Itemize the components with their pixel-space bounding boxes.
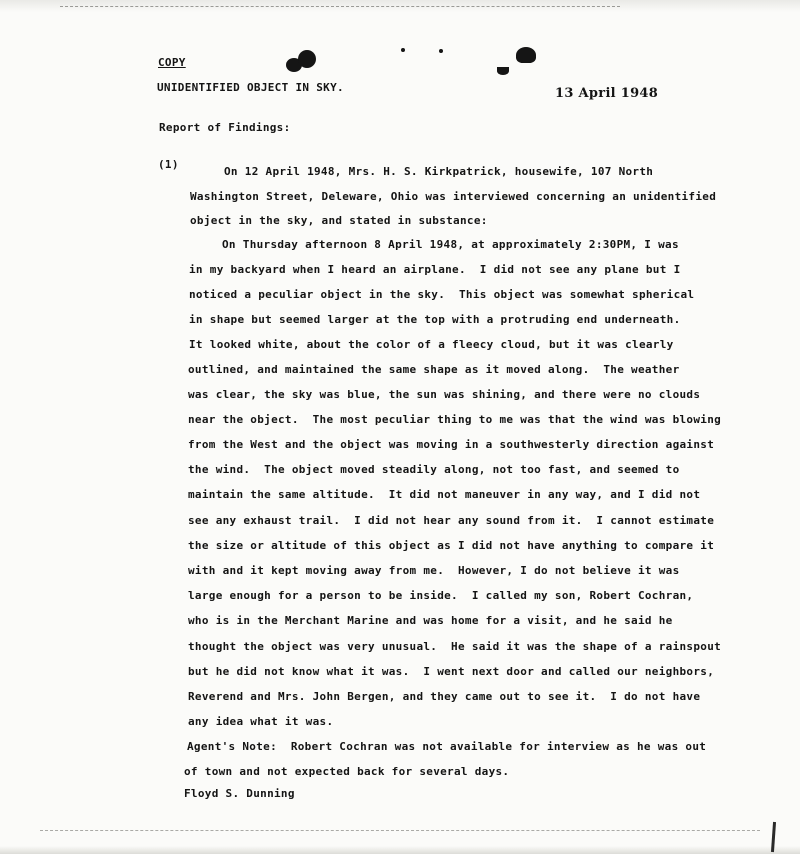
body-line: who is in the Merchant Marine and was home for a visit, and he said he	[188, 614, 673, 627]
document-date: 13 April 1948	[555, 86, 659, 101]
copy-label: COPY	[158, 56, 186, 69]
body-line: was clear, the sky was blue, the sun was shining, and there were no clouds	[188, 388, 701, 401]
body-line: the size or altitude of this object as I did not have anything to compare it	[188, 539, 715, 552]
body-line: any idea what it was.	[188, 715, 334, 728]
scan-bottom-edge	[0, 846, 800, 854]
body-line: large enough for a person to be inside. I called my son, Robert Cochran,	[188, 589, 694, 602]
body-line: Washington Street, Deleware, Ohio was interviewed concerning an unidentified	[190, 190, 717, 203]
body-line: object in the sky, and stated in substance:	[190, 214, 488, 227]
body-line: noticed a peculiar object in the sky. This object was somewhat spherical	[189, 288, 695, 301]
ink-speck	[401, 48, 405, 52]
ink-blot	[516, 47, 536, 63]
body-line: Reverend and Mrs. John Bergen, and they came out to see it. I do not have	[188, 690, 701, 703]
body-line: outlined, and maintained the same shape as it moved along. The weather	[188, 363, 680, 376]
agent-note-line: of town and not expected back for several days.	[184, 765, 510, 778]
body-line: from the West and the object was moving in a southwesterly direction against	[188, 438, 715, 451]
ink-blot	[497, 67, 509, 75]
scan-top-dashed-border	[60, 6, 620, 7]
document-subject: UNIDENTIFIED OBJECT IN SKY.	[157, 81, 344, 94]
ink-speck	[439, 49, 443, 53]
scan-bottom-dashed-border	[40, 830, 760, 831]
body-line: see any exhaust trail. I did not hear any sound from it. I cannot estimate	[188, 514, 715, 527]
report-heading: Report of Findings:	[159, 121, 291, 134]
ink-blot	[298, 50, 316, 68]
body-line: near the object. The most peculiar thing to me was that the wind was blowing	[188, 413, 722, 426]
body-line: On Thursday afternoon 8 April 1948, at approximately 2:30PM, I was	[222, 238, 679, 251]
body-line: It looked white, about the color of a fleecy cloud, but it was clearly	[189, 338, 674, 351]
signature-name: Floyd S. Dunning	[184, 787, 295, 800]
body-line: the wind. The object moved steadily along, not too fast, and seemed to	[188, 463, 680, 476]
paragraph-number: (1)	[158, 158, 179, 171]
agent-note-line: Agent's Note: Robert Cochran was not available for interview as he was out	[187, 740, 707, 753]
body-line: in shape but seemed larger at the top with a protruding end underneath.	[189, 313, 681, 326]
body-line: in my backyard when I heard an airplane. I did not see any plane but I	[189, 263, 681, 276]
body-line: maintain the same altitude. It did not maneuver in any way, and I did not	[188, 488, 701, 501]
body-line: but he did not know what it was. I went next door and called our neighbors,	[188, 665, 715, 678]
body-line: thought the object was very unusual. He said it was the shape of a rainspout	[188, 640, 722, 653]
body-line: with and it kept moving away from me. However, I do not believe it was	[188, 564, 680, 577]
body-line: On 12 April 1948, Mrs. H. S. Kirkpatrick, housewife, 107 North	[224, 165, 654, 178]
